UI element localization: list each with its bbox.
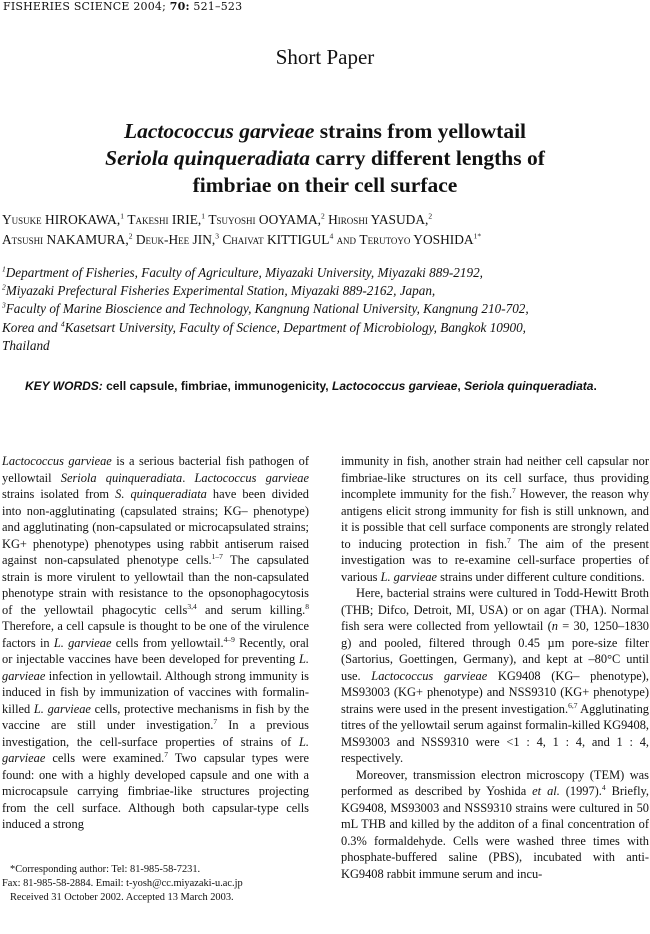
author-last: OOYAMA,	[258, 212, 322, 227]
body-text: .	[182, 470, 195, 485]
species-name: L. garvieae	[2, 652, 309, 683]
body-paragraph	[341, 767, 649, 883]
author-last: KITTIGUL	[266, 232, 330, 247]
affil-sup: 4	[60, 319, 65, 329]
author-first: Yusuke	[2, 212, 42, 227]
affiliation-3: Faculty of Marine Bioscience and Technology, Kangnung National University, Kangnung 210-702,	[5, 301, 529, 317]
author-first: Terutoyo	[359, 232, 411, 247]
section-label: Short Paper	[275, 45, 375, 69]
author-sup: 2	[128, 231, 133, 241]
author-first: Chaivat	[222, 232, 264, 247]
body-text: = 30, 1250–1830 g) and pooled, filtered through 0.45 µm pore-size filter (Sartorius, Goettingen, Germany), and kept at –80°C until use.	[341, 619, 649, 683]
affiliation-4-cont: Thailand	[2, 337, 50, 353]
variable-n: n	[551, 619, 558, 633]
body-text: Moreover, transmission electron microscopy (TEM) was performed as described by Yoshida	[341, 767, 649, 798]
body-text: immunity in fish, another strain had neither cell capsular nor fimbriae-like structures on its cell surface, thus providing incomplete immunity for the fish.	[341, 454, 649, 501]
body-text: cells from yellowtail.	[111, 635, 224, 650]
running-header	[3, 0, 242, 13]
author-sup: 3	[215, 231, 219, 241]
title-species-1: Lactococcus garvieae	[123, 119, 315, 143]
citation: 1–7	[211, 551, 223, 561]
affiliation-4: Kasetsart University, Faculty of Science, Department of Microbiology, Bangkok 10900,	[64, 319, 526, 335]
body-paragraph	[341, 453, 649, 585]
body-text: is a serious bacterial fish pathogen of yellowtail	[2, 454, 309, 485]
body-text: Briefly, KG9408, MS93003 and NSS9310 strains were cultured in 50 mL THB and killed by the additon of a final concentration of 0.3% formaldehyde. Cells were washed three times with phosphate-buffered saline (PBS), incubated with anti-KG9408 rabbit immune serum and incu-	[341, 784, 650, 881]
body-text: strains under different culture conditions.	[437, 569, 645, 584]
body-text: cells, protective mechanisms in fish by the vaccine are still under investigation.	[2, 701, 309, 732]
citation: 4	[601, 782, 606, 792]
keywords-plain: cell capsule, fimbriae, immunogenicity,	[102, 379, 332, 393]
body-text: In a previous investigation, the cell-surface properties of strains of	[2, 718, 309, 749]
species-name: Seriola quinqueradiata	[60, 470, 183, 485]
keywords-label: KEY WORDS:	[25, 379, 103, 393]
author-conjunction: and	[336, 232, 357, 247]
corresponding-author: *Corresponding author: Tel: 81-985-58-7231.	[10, 864, 201, 875]
author-last: NAKAMURA,	[46, 232, 129, 247]
title-species-2: Seriola quinqueradiata	[105, 146, 311, 170]
affil-sup: 3	[2, 301, 6, 311]
author-sup: 2	[428, 211, 433, 221]
keywords-sep: ,	[457, 379, 465, 393]
body-text: strains isolated from	[2, 487, 116, 501]
title-line2-rest: carry different lengths of	[310, 146, 545, 170]
citation: 7	[213, 716, 218, 726]
species-name: L. garvieae	[53, 635, 112, 650]
keywords-end: .	[593, 379, 597, 393]
author-sup: 1	[120, 211, 124, 221]
citation: 7	[164, 749, 169, 759]
citation: 3,4	[187, 601, 197, 611]
paper-title	[20, 118, 630, 199]
body-text: have been divided into non-agglutinating (capsulated strains; KG– phenotype) and agglutinating (non-capsulated or microcapsulated strains; KG+ phenotype) phenotypes using rabbit antiserum raised against non-capsulated phenotype cells.	[2, 487, 309, 567]
species-name: S. quinqueradiata	[115, 487, 207, 501]
body-paragraph	[2, 453, 309, 833]
author-first: Tsuyoshi	[208, 212, 256, 227]
body-text: Here, bacterial strains were cultured in Todd-Hewitt Broth (THB; Difco, Detroit, MI, USA) or on agar (THA). Normal fish sera were collected from yellowtail (	[341, 586, 649, 633]
author-last: HIROKAWA,	[45, 212, 121, 227]
received-date: Received 31 October 2002. Accepted 13 March 2003.	[10, 892, 234, 903]
species-name: L. garvieae	[380, 569, 438, 584]
title-line3: fimbriae on their cell surface	[192, 173, 458, 197]
author-sup: 2	[321, 211, 325, 221]
author-last: YOSHIDA	[413, 232, 474, 247]
author-first: Takeshi	[127, 212, 169, 227]
citation: 4–9	[223, 634, 235, 644]
species-name: Lactococcus garvieae	[2, 454, 112, 468]
species-name: L. garvieae	[33, 701, 91, 716]
left-column	[2, 453, 309, 833]
citation: 7	[511, 485, 516, 495]
affiliations	[2, 264, 642, 355]
journal-year: 2004;	[133, 0, 167, 13]
keyword-species-1: Lactococcus garvieae	[331, 379, 458, 393]
body-text: infection in yellowtail. Although strong immunity is induced in fish by immunization of vaccines with formalin-killed	[2, 668, 309, 716]
title-line1-rest: strains from yellowtail	[314, 119, 527, 143]
citation: 6,7	[568, 700, 578, 710]
body-text: Agglutinating titres of the yellowtail serum against formalin-killed KG9408, MS93003 and NSS9310 were <1 : 4, 1 : 4, and 1 : 4, respectively.	[341, 701, 649, 765]
body-text: Therefore, a cell capsule is thought to be one of the virulence factors in	[2, 619, 309, 650]
body-text: The aim of the present investigation was to re-examine cell-surface properties of various	[341, 536, 649, 584]
journal-name: FISHERIES SCIENCE	[3, 0, 130, 13]
body-text: KG9408 (KG– phenotype), MS93003 (KG+ phenotype) and NSS9310 (KG+ phenotype) strains were used in the present investigation.	[341, 668, 650, 716]
body-text: cells were examined.	[45, 751, 165, 765]
contact-info: Fax: 81-985-58-2884. Email: t-yosh@cc.miyazaki-u.ac.jp	[2, 878, 243, 889]
affiliation-1: Department of Fisheries, Faculty of Agriculture, Miyazaki University, Miyazaki 889-2192,	[5, 265, 483, 280]
journal-volume: 70:	[169, 0, 190, 13]
author-sup: 1*	[473, 231, 482, 241]
species-name: Lactococcus garvieae	[194, 470, 309, 485]
author-sup: 1	[201, 211, 205, 221]
body-paragraph	[341, 585, 649, 767]
species-name: L. garvieae	[2, 734, 309, 765]
right-column	[341, 453, 649, 882]
citation: 8	[305, 601, 310, 611]
keywords	[25, 378, 625, 395]
affiliation-3-cont: Korea and	[2, 319, 61, 335]
body-text: However, the reason why antigens elicit strong immunity for fish is still unknown, and it is possible that cell surface components are strongly related to inducing protection in fish.	[341, 487, 649, 551]
keyword-species-2: Seriola quinqueradiata	[464, 379, 594, 393]
author-first: Deuk-Hee	[135, 232, 190, 247]
affil-sup: 1	[2, 264, 6, 274]
author-last: IRIE,	[171, 212, 202, 227]
affil-sup: 2	[2, 282, 6, 292]
body-text: The capsulated strain is more virulent to yellowtail than the non-capsulated phenotype strain with resistance to the opsonophagocytosis of the yellowtail phagocytic cells	[2, 553, 309, 617]
body-text: Two capsular types were found: one with a highly developed capsule and one with a microcapsule carrying fimbriae-like structures projecting from the cell surface. Although both capsular-type cells induced a strong	[2, 751, 309, 831]
author-first: Hiroshi	[328, 212, 368, 227]
footnote	[2, 863, 332, 905]
affiliation-2: Miyazaki Prefectural Fisheries Experimental Station, Miyazaki 889-2162, Japan,	[5, 283, 436, 299]
journal-pages: 521–523	[193, 0, 243, 13]
body-text: Recently, oral or injectable vaccines have been developed for preventing	[2, 635, 310, 666]
author-first: Atsushi	[2, 232, 44, 247]
author-last: YASUDA,	[370, 212, 429, 227]
species-name: Lactococcus garvieae	[371, 668, 488, 683]
citation: 7	[507, 535, 511, 545]
body-text: (1997).	[559, 784, 602, 798]
author-last: JIN,	[192, 232, 216, 247]
author-list	[2, 210, 481, 250]
author-sup: 4	[329, 231, 334, 241]
et-al: et al.	[532, 784, 560, 798]
body-text: and serum killing.	[196, 602, 306, 617]
